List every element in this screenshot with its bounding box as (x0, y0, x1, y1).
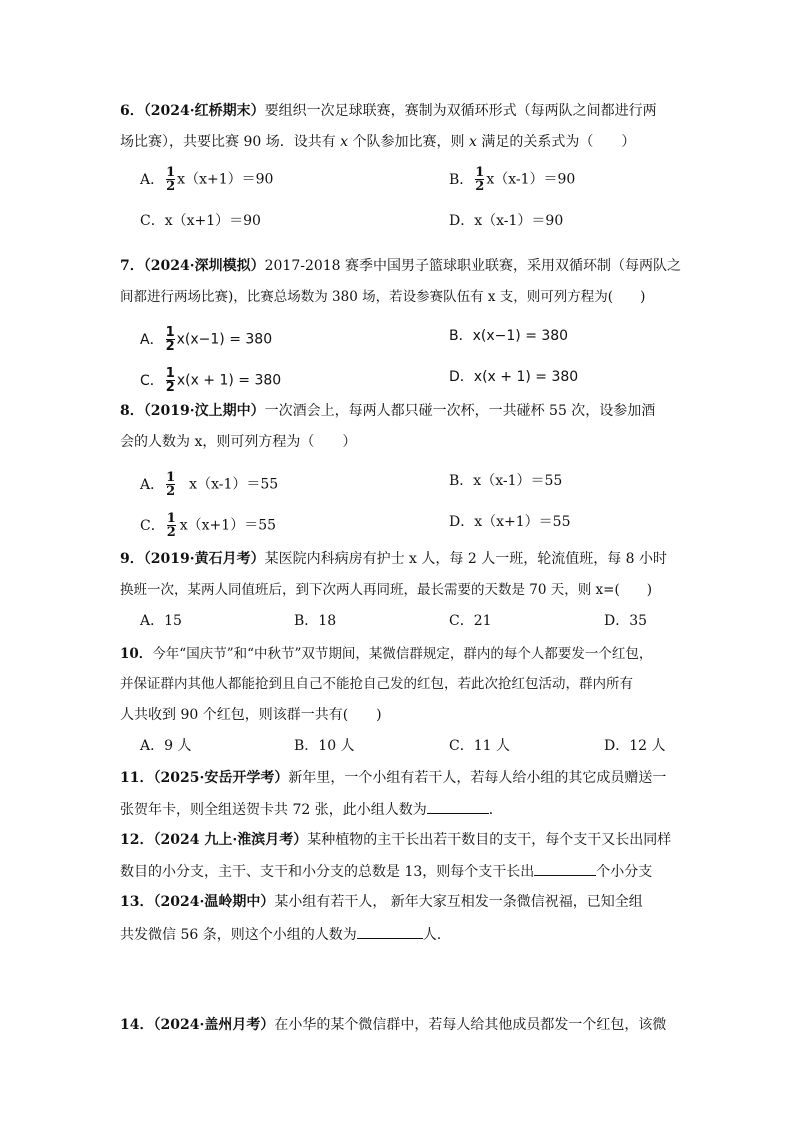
question-source: 2019·汶上期中 (150, 403, 251, 419)
question-text: 满足的关系式为（ ） (476, 134, 636, 150)
option-c[interactable] (449, 611, 492, 631)
option-letter: A． (140, 331, 164, 348)
fraction: $\frac{1}{2}$ (166, 165, 176, 194)
question-12-line-1: 12．（2024 九上·淮滨月考）某种植物的主干长出若干数目的支干，每个支干又长出同样 (120, 832, 672, 848)
option-text: x（x-1）＝90 (474, 213, 564, 229)
option-c[interactable] (449, 736, 510, 756)
question-number: 7 (120, 258, 130, 274)
question-number: 13 (120, 894, 140, 910)
question-10-line-2 (120, 674, 633, 694)
option-letter: B． (294, 613, 319, 629)
option-text: x(x−1) = 380 (472, 328, 569, 344)
question-number: 11 (120, 770, 140, 786)
question-source: 2025·安岳开学考 (160, 770, 275, 786)
question-text: 人共收到 90 个红包，则该群一共有( ) (120, 707, 382, 723)
question-text: 个小分支 (596, 864, 653, 880)
question-text: 一次酒会上，每两人都只碰一次杯，一共碰杯 55 次，设参加酒 (264, 403, 656, 419)
question-13-line-1: 13．（2024·温岭期中）某小组有若干人， 新年大家互相发一条微信祝福，已知全组 (120, 894, 643, 910)
option-a[interactable] (140, 326, 272, 353)
option-letter: D． (449, 213, 475, 229)
question-text: 某医院内科病房有护士 x 人，每 2 人一班，轮流值班，每 8 小时 (264, 551, 668, 567)
fraction: $\frac{1}{2}$ (475, 165, 485, 194)
option-letter: D． (449, 369, 474, 385)
answer-blank[interactable] (357, 924, 423, 939)
question-10-line-1: 10．今年“国庆节”和“中秋节”双节期间，某微信群规定，群内的每个人都要发一个红包， (120, 646, 653, 662)
fraction: $\frac{1}{2}$ (166, 511, 176, 540)
variable: x (468, 134, 477, 150)
question-13-line-2 (120, 924, 441, 945)
option-a[interactable] (140, 471, 278, 498)
question-source: 2024·红桥期末 (150, 103, 251, 119)
question-7-line-2 (120, 287, 645, 307)
option-a[interactable] (140, 611, 182, 631)
option-d[interactable] (449, 367, 578, 387)
option-text: x（x+1）＝90 (164, 213, 261, 229)
option-b[interactable] (449, 166, 575, 193)
question-number: 9 (120, 551, 130, 567)
question-text: 某种植物的主干长出若干数目的支干，每个支干又长出同样 (307, 832, 672, 848)
fraction: $\frac{1}{2}$ (165, 325, 175, 354)
option-text: 9 人 (164, 738, 192, 754)
option-a[interactable] (140, 736, 191, 756)
option-a[interactable] (140, 166, 273, 193)
option-letter: B． (294, 738, 319, 754)
option-text: 18 (318, 613, 337, 629)
question-text: 换班一次，某两人同值班后，到下次两人再同班，最长需要的天数是 70 天，则 x=( ) (120, 582, 653, 598)
option-d[interactable] (604, 611, 647, 631)
question-text: 共发微信 56 条，则这个小组的人数为 (120, 927, 357, 943)
question-number: 8 (120, 403, 130, 419)
option-d[interactable] (604, 736, 666, 756)
option-text: x(x + 1) = 380 (473, 369, 579, 385)
question-text: ． (488, 802, 503, 818)
question-10-line-3 (120, 705, 382, 725)
question-9-line-1: 9．（2019·黄石月考）某医院内科病房有护士 x 人，每 2 人一班，轮流值班，每 8 小时 (120, 551, 668, 567)
question-8-line-1: 8．（2019·汶上期中）一次酒会上，每两人都只碰一次杯，一共碰杯 55 次，设参加酒 (120, 403, 656, 419)
option-letter: C． (140, 372, 164, 389)
question-text: 2017-2018 赛季中国男子篮球职业联赛，采用双循环制（每两队之 (264, 258, 682, 274)
question-text: 某小组有若干人， 新年大家互相发一条微信祝福，已知全组 (274, 894, 643, 910)
question-11-line-2 (120, 799, 503, 820)
question-source: 2024·温岭期中 (160, 894, 261, 910)
question-source: 2024·深圳模拟 (150, 258, 251, 274)
question-source: 2024 九上·淮滨月考 (160, 832, 294, 848)
question-number: 14 (120, 1017, 140, 1033)
option-c[interactable] (140, 512, 276, 539)
question-number: 6 (120, 103, 130, 119)
question-number: 10 (120, 646, 139, 662)
fraction: $\frac{1}{2}$ (166, 470, 176, 499)
question-text: 场比赛），共要比赛 90 场．设共有 (120, 134, 341, 150)
option-b[interactable] (449, 326, 568, 346)
question-6-line-2 (120, 132, 635, 152)
option-text: x（x-1）＝90 (486, 171, 576, 188)
answer-blank[interactable] (534, 861, 596, 876)
option-d[interactable] (449, 211, 563, 231)
option-letter: C． (140, 517, 165, 534)
question-text: 新年里，一个小组有若干人，若每人给小组的其它成员赠送一 (288, 770, 667, 786)
option-b[interactable] (449, 471, 562, 491)
option-text: x（x+1）＝55 (179, 517, 277, 534)
question-9-line-2 (120, 580, 652, 600)
question-text: 个队参加比赛，则 (348, 134, 469, 150)
option-text: 15 (164, 613, 182, 629)
question-6-line-1: 6．（2024·红桥期末）要组织一次足球联赛，赛制为双循环形式（每两队之间都进行两 (120, 103, 657, 119)
option-letter: D． (449, 514, 475, 530)
option-text: 11 人 (473, 738, 510, 754)
question-8-line-2 (120, 432, 356, 452)
question-7-line-1: 7．（2024·深圳模拟）2017-2018 赛季中国男子篮球职业联赛，采用双循环制（每两队之 (120, 258, 682, 274)
option-text: 12 人 (629, 738, 666, 754)
question-number: 12 (120, 832, 140, 848)
option-b[interactable] (294, 736, 355, 756)
option-text: 10 人 (318, 738, 355, 754)
option-letter: B． (449, 171, 474, 188)
answer-blank[interactable] (427, 799, 489, 814)
fraction: $\frac{1}{2}$ (165, 366, 175, 395)
question-text: 并保证群内其他人都能抢到且自己不能抢自己发的红包，若此次抢红包活动，群内所有 (120, 676, 633, 692)
question-source: 2024·盖州月考 (160, 1017, 261, 1033)
question-text: 间都进行两场比赛)，比赛总场数为 380 场，若设参赛队伍有 x 支，则可列方程为( ) (120, 289, 646, 305)
option-text: x（x+1）＝90 (177, 171, 274, 188)
option-text: 21 (473, 613, 492, 629)
option-letter: A． (140, 738, 165, 754)
option-letter: A． (140, 476, 165, 493)
option-letter: B． (449, 473, 474, 489)
option-letter: A． (140, 171, 165, 188)
question-text: 今年“国庆节”和“中秋节”双节期间，某微信群规定，群内的每个人都要发一个红包， (152, 646, 653, 662)
option-text: 35 (629, 613, 648, 629)
option-letter: D． (604, 613, 630, 629)
option-text: x（x+1）＝55 (474, 514, 571, 530)
option-letter: C． (449, 613, 474, 629)
question-11-line-1: 11．（2025·安岳开学考）新年里，一个小组有若干人，若每人给小组的其它成员赠送一 (120, 770, 667, 786)
option-letter: D． (604, 738, 630, 754)
option-letter: A． (140, 613, 165, 629)
question-14-line-1: 14．（2024·盖州月考）在小华的某个微信群中，若每人给其他成员都发一个红包，该微 (120, 1017, 667, 1033)
option-letter: C． (140, 213, 165, 229)
option-text: x（x-1）＝55 (189, 476, 279, 493)
question-12-line-2 (120, 861, 652, 882)
option-text: x(x + 1) = 380 (176, 372, 282, 389)
question-text: 要组织一次足球联赛，赛制为双循环形式（每两队之间都进行两 (264, 103, 657, 119)
option-text: x(x−1) = 380 (176, 331, 273, 348)
option-text: x（x-1）＝55 (473, 473, 563, 489)
option-letter: C． (449, 738, 474, 754)
question-text: 张贺年卡，则全组送贺卡共 72 张，此小组人数为 (120, 802, 427, 818)
variable: x (340, 134, 349, 150)
option-c[interactable] (140, 367, 281, 394)
option-c[interactable] (140, 211, 261, 231)
question-text: 在小华的某个微信群中，若每人给其他成员都发一个红包，该微 (274, 1017, 667, 1033)
question-text: 会的人数为 x，则可列方程为（ ） (120, 434, 357, 450)
question-text: 数目的小分支，主干、支干和小分支的总数是 13，则每个支干长出 (120, 864, 535, 880)
option-b[interactable] (294, 611, 336, 631)
option-letter: B． (449, 328, 473, 344)
question-text: 人. (422, 927, 442, 943)
option-d[interactable] (449, 512, 570, 532)
question-source: 2019·黄石月考 (150, 551, 251, 567)
